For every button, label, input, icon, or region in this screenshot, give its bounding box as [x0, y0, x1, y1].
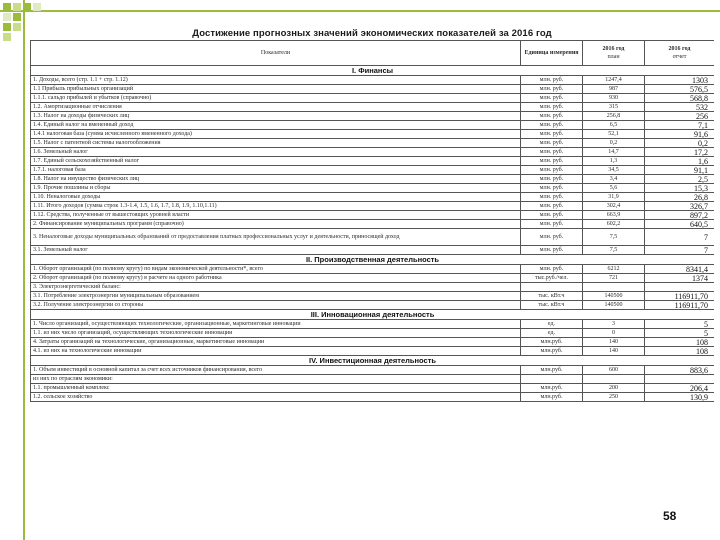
indicator-cell: 1.1 Прибыль прибыльных организаций — [31, 85, 521, 94]
table-row — [31, 202, 715, 211]
plan-value-cell: 600 — [583, 366, 645, 375]
section-title: III. Инновационная деятельность — [31, 310, 715, 320]
plan-value-cell: 987 — [583, 85, 645, 94]
section-title: IV. Инвестиционная деятельность — [31, 356, 715, 366]
table-row — [31, 384, 715, 393]
table-header-row — [31, 41, 715, 66]
table-row — [31, 139, 715, 148]
plan-value-cell: 602,2 — [583, 220, 645, 229]
actual-value-cell: 1303 — [645, 76, 715, 85]
table-row — [31, 347, 715, 356]
plan-value-cell: 52,1 — [583, 130, 645, 139]
indicator-cell: 1. Объем инвестиций в основной капитал за счет всех источников финансирования, всего — [31, 366, 521, 375]
unit-cell: млн.руб. — [521, 347, 583, 356]
table-row — [31, 184, 715, 193]
actual-value-cell: 883,6 — [645, 366, 715, 375]
table-row — [31, 220, 715, 229]
header-indicator: Показатели — [31, 41, 521, 66]
plan-value-cell: 1,3 — [583, 157, 645, 166]
unit-cell: млн. руб. — [521, 193, 583, 202]
indicator-cell: 1.9. Прочие пошлины и сборы — [31, 184, 521, 193]
indicator-cell: из них по отраслям экономики: — [31, 375, 521, 384]
page-number: 58 — [663, 509, 677, 523]
plan-value-cell: 7,5 — [583, 229, 645, 246]
indicator-cell: 3. Электроэнергетический баланс: — [31, 283, 521, 292]
actual-value-cell: 91,1 — [645, 166, 715, 175]
unit-cell: млн.руб. — [521, 366, 583, 375]
header-unit: Единица измерения — [521, 41, 583, 66]
section-title: I. Финансы — [31, 66, 715, 76]
plan-value-cell: 302,4 — [583, 202, 645, 211]
indicator-cell: 1.2. Амортизационные отчисления — [31, 103, 521, 112]
actual-value-cell: 640,5 — [645, 220, 715, 229]
unit-cell: млн. руб. — [521, 229, 583, 246]
unit-cell — [521, 375, 583, 384]
plan-value-cell: 3 — [583, 320, 645, 329]
unit-cell: тыс. кВт.ч — [521, 301, 583, 310]
table-row — [31, 76, 715, 85]
actual-value-cell: 7,1 — [645, 121, 715, 130]
table-row — [31, 320, 715, 329]
section-title: II. Производственная деятельность — [31, 255, 715, 265]
plan-value-cell: 256,8 — [583, 112, 645, 121]
table-row — [31, 283, 715, 292]
indicator-cell: 1. Оборот организаций (по полному кругу) по видам экономической деятельности*, всего — [31, 265, 521, 274]
indicator-cell: 3.2. Получение электроэнергии со стороны — [31, 301, 521, 310]
actual-value-cell: 532 — [645, 103, 715, 112]
actual-value-cell — [645, 283, 715, 292]
accent-square — [13, 13, 21, 21]
unit-cell: млн. руб. — [521, 184, 583, 193]
table-row — [31, 85, 715, 94]
plan-value-cell: 140 — [583, 338, 645, 347]
plan-value-cell: 7,5 — [583, 246, 645, 255]
unit-cell: млн. руб. — [521, 139, 583, 148]
indicator-cell: 1.6. Земельный налог — [31, 148, 521, 157]
unit-cell: млн. руб. — [521, 103, 583, 112]
indicator-cell: 1.8. Налог на имущество физических лиц — [31, 175, 521, 184]
indicator-cell: 4.1. из них на технологические инновации — [31, 347, 521, 356]
unit-cell: млн. руб. — [521, 112, 583, 121]
actual-value-cell: 7 — [645, 229, 715, 246]
indicator-cell: 1.11. Итого доходов (сумма строк 1.3-1.4, 1.5, 1.6, 1.7, 1.8, 1.9, 1.10,1.11) — [31, 202, 521, 211]
unit-cell: млн. руб. — [521, 211, 583, 220]
plan-value-cell: 6212 — [583, 265, 645, 274]
table-row — [31, 292, 715, 301]
plan-value-cell: 200 — [583, 384, 645, 393]
indicator-cell: 1.4. Единый налог на вмененный доход — [31, 121, 521, 130]
table-row — [31, 329, 715, 338]
unit-cell: млн. руб. — [521, 202, 583, 211]
header-plan-sub: план — [607, 54, 620, 60]
table-row — [31, 375, 715, 384]
actual-value-cell: 256 — [645, 112, 715, 121]
unit-cell: млн. руб. — [521, 246, 583, 255]
actual-value-cell: 0,2 — [645, 139, 715, 148]
table-row — [31, 130, 715, 139]
indicator-cell: 2. Оборот организаций (по полному кругу) в расчете на одного работника — [31, 274, 521, 283]
actual-value-cell: 1374 — [645, 274, 715, 283]
accent-square — [3, 3, 11, 11]
accent-square — [3, 23, 11, 31]
unit-cell: млн. руб. — [521, 166, 583, 175]
table-row — [31, 157, 715, 166]
actual-value-cell: 17,2 — [645, 148, 715, 157]
plan-value-cell: 3,4 — [583, 175, 645, 184]
unit-cell: ед. — [521, 320, 583, 329]
plan-value-cell: 250 — [583, 393, 645, 402]
table-row — [31, 338, 715, 347]
header-plan-year: 2016 год — [602, 46, 625, 52]
indicator-cell: 3. Неналоговые доходы муниципальных образований от предоставления платных профессиональных услуг и деятельности, приносящей доход — [31, 229, 521, 246]
unit-cell: млн. руб. — [521, 94, 583, 103]
plan-value-cell: 31,9 — [583, 193, 645, 202]
table-row — [31, 148, 715, 157]
actual-value-cell: 5 — [645, 320, 715, 329]
table-row — [31, 175, 715, 184]
unit-cell: млн. руб. — [521, 265, 583, 274]
section-header-row — [31, 255, 715, 265]
plan-value-cell: 6,5 — [583, 121, 645, 130]
plan-value-cell: 0 — [583, 329, 645, 338]
plan-value-cell: 315 — [583, 103, 645, 112]
plan-value-cell: 5,6 — [583, 184, 645, 193]
indicator-cell: 2. Финансирование муниципальных программ (справочно) — [31, 220, 521, 229]
table-row — [31, 366, 715, 375]
indicator-cell: 1.5. Налог с патентной системы налогообложения — [31, 139, 521, 148]
unit-cell: тыс. кВт.ч — [521, 292, 583, 301]
actual-value-cell: 5 — [645, 329, 715, 338]
actual-value-cell: 2,5 — [645, 175, 715, 184]
plan-value-cell: 140500 — [583, 292, 645, 301]
plan-value-cell: 930 — [583, 94, 645, 103]
plan-value-cell: 140500 — [583, 301, 645, 310]
table-row — [31, 166, 715, 175]
actual-value-cell: 130,9 — [645, 393, 715, 402]
plan-value-cell: 14,7 — [583, 148, 645, 157]
actual-value-cell: 108 — [645, 347, 715, 356]
indicator-cell: 1.1.1. сальдо прибылей и убытков (справочно) — [31, 94, 521, 103]
unit-cell: млн.руб. — [521, 338, 583, 347]
indicator-cell: 1.7. Единый сельскохозяйственный налог — [31, 157, 521, 166]
accent-square — [3, 33, 11, 41]
table-row — [31, 121, 715, 130]
plan-value-cell: 0,2 — [583, 139, 645, 148]
indicator-cell: 4. Затраты организаций на технологические, организационные, маркетинговые инновации — [31, 338, 521, 347]
indicator-cell: 1. Доходы, всего (стр. 1.1 + стр. 1.12) — [31, 76, 521, 85]
indicator-cell: 1.1. промышленный комплекс — [31, 384, 521, 393]
plan-value-cell: 663,9 — [583, 211, 645, 220]
indicator-cell: 3.1. Земельный налог — [31, 246, 521, 255]
indicators-table — [30, 40, 714, 402]
section-header-row — [31, 66, 715, 76]
indicator-cell: 1. Число организаций, осуществляющих технологические, организационные, маркетинговые инновации — [31, 320, 521, 329]
actual-value-cell — [645, 375, 715, 384]
unit-cell: млн. руб. — [521, 85, 583, 94]
unit-cell: млн. руб. — [521, 175, 583, 184]
unit-cell: млн.руб. — [521, 393, 583, 402]
table-row — [31, 274, 715, 283]
document-scan — [30, 28, 714, 513]
actual-value-cell: 326,7 — [645, 202, 715, 211]
actual-value-cell: 26,8 — [645, 193, 715, 202]
unit-cell: млн.руб. — [521, 384, 583, 393]
indicator-cell: 1.3. Налог на доходы физических лиц — [31, 112, 521, 121]
header-actual — [645, 41, 715, 66]
indicator-cell: 3.1. Потребление электроэнергии муниципальным образованием — [31, 292, 521, 301]
table-row — [31, 112, 715, 121]
indicator-cell: 1.4.1 налоговая база (сумма исчисленного вмененного дохода) — [31, 130, 521, 139]
table-row — [31, 246, 715, 255]
actual-value-cell: 7 — [645, 246, 715, 255]
accent-square — [33, 3, 41, 11]
actual-value-cell: 1,6 — [645, 157, 715, 166]
indicator-cell: 1.10. Неналоговые доходы — [31, 193, 521, 202]
header-actual-sub: отчет — [672, 54, 687, 60]
accent-square — [13, 3, 21, 11]
table-row — [31, 265, 715, 274]
unit-cell: млн. руб. — [521, 76, 583, 85]
actual-value-cell: 108 — [645, 338, 715, 347]
section-header-row — [31, 356, 715, 366]
indicator-cell: 1.1. из них число организаций, осуществляющих технологические инновации — [31, 329, 521, 338]
header-plan — [583, 41, 645, 66]
actual-value-cell: 576,5 — [645, 85, 715, 94]
actual-value-cell: 897,2 — [645, 211, 715, 220]
actual-value-cell: 206,4 — [645, 384, 715, 393]
unit-cell: млн. руб. — [521, 121, 583, 130]
plan-value-cell: 721 — [583, 274, 645, 283]
table-row — [31, 229, 715, 246]
indicator-cell: 1.12. Средства, полученные от вышестоящих уровней власти — [31, 211, 521, 220]
unit-cell: ед. — [521, 329, 583, 338]
indicator-cell: 1.7.1. налоговая база — [31, 166, 521, 175]
plan-value-cell — [583, 375, 645, 384]
unit-cell: млн. руб. — [521, 220, 583, 229]
plan-value-cell: 1247,4 — [583, 76, 645, 85]
table-row — [31, 211, 715, 220]
actual-value-cell: 116911,70 — [645, 301, 715, 310]
table-row — [31, 393, 715, 402]
accent-vertical-line — [23, 0, 25, 540]
table-row — [31, 103, 715, 112]
table-row — [31, 94, 715, 103]
plan-value-cell: 34,5 — [583, 166, 645, 175]
accent-square — [23, 3, 31, 11]
indicator-cell: 1.2. сельское хозяйство — [31, 393, 521, 402]
plan-value-cell: 140 — [583, 347, 645, 356]
unit-cell: млн. руб. — [521, 148, 583, 157]
document-title: Достижение прогнозных значений экономических показателей за 2016 год — [192, 28, 552, 39]
actual-value-cell: 15,3 — [645, 184, 715, 193]
table-row — [31, 193, 715, 202]
unit-cell — [521, 283, 583, 292]
actual-value-cell: 91,6 — [645, 130, 715, 139]
actual-value-cell: 8341,4 — [645, 265, 715, 274]
table-row — [31, 301, 715, 310]
accent-square — [3, 13, 11, 21]
section-header-row — [31, 310, 715, 320]
accent-square — [13, 23, 21, 31]
unit-cell: млн. руб. — [521, 157, 583, 166]
plan-value-cell — [583, 283, 645, 292]
unit-cell: млн. руб. — [521, 130, 583, 139]
accent-horizontal-line — [0, 10, 720, 12]
unit-cell: тыс.руб./чел. — [521, 274, 583, 283]
actual-value-cell: 116911,70 — [645, 292, 715, 301]
header-actual-year: 2016 год — [668, 46, 691, 52]
actual-value-cell: 568,8 — [645, 94, 715, 103]
